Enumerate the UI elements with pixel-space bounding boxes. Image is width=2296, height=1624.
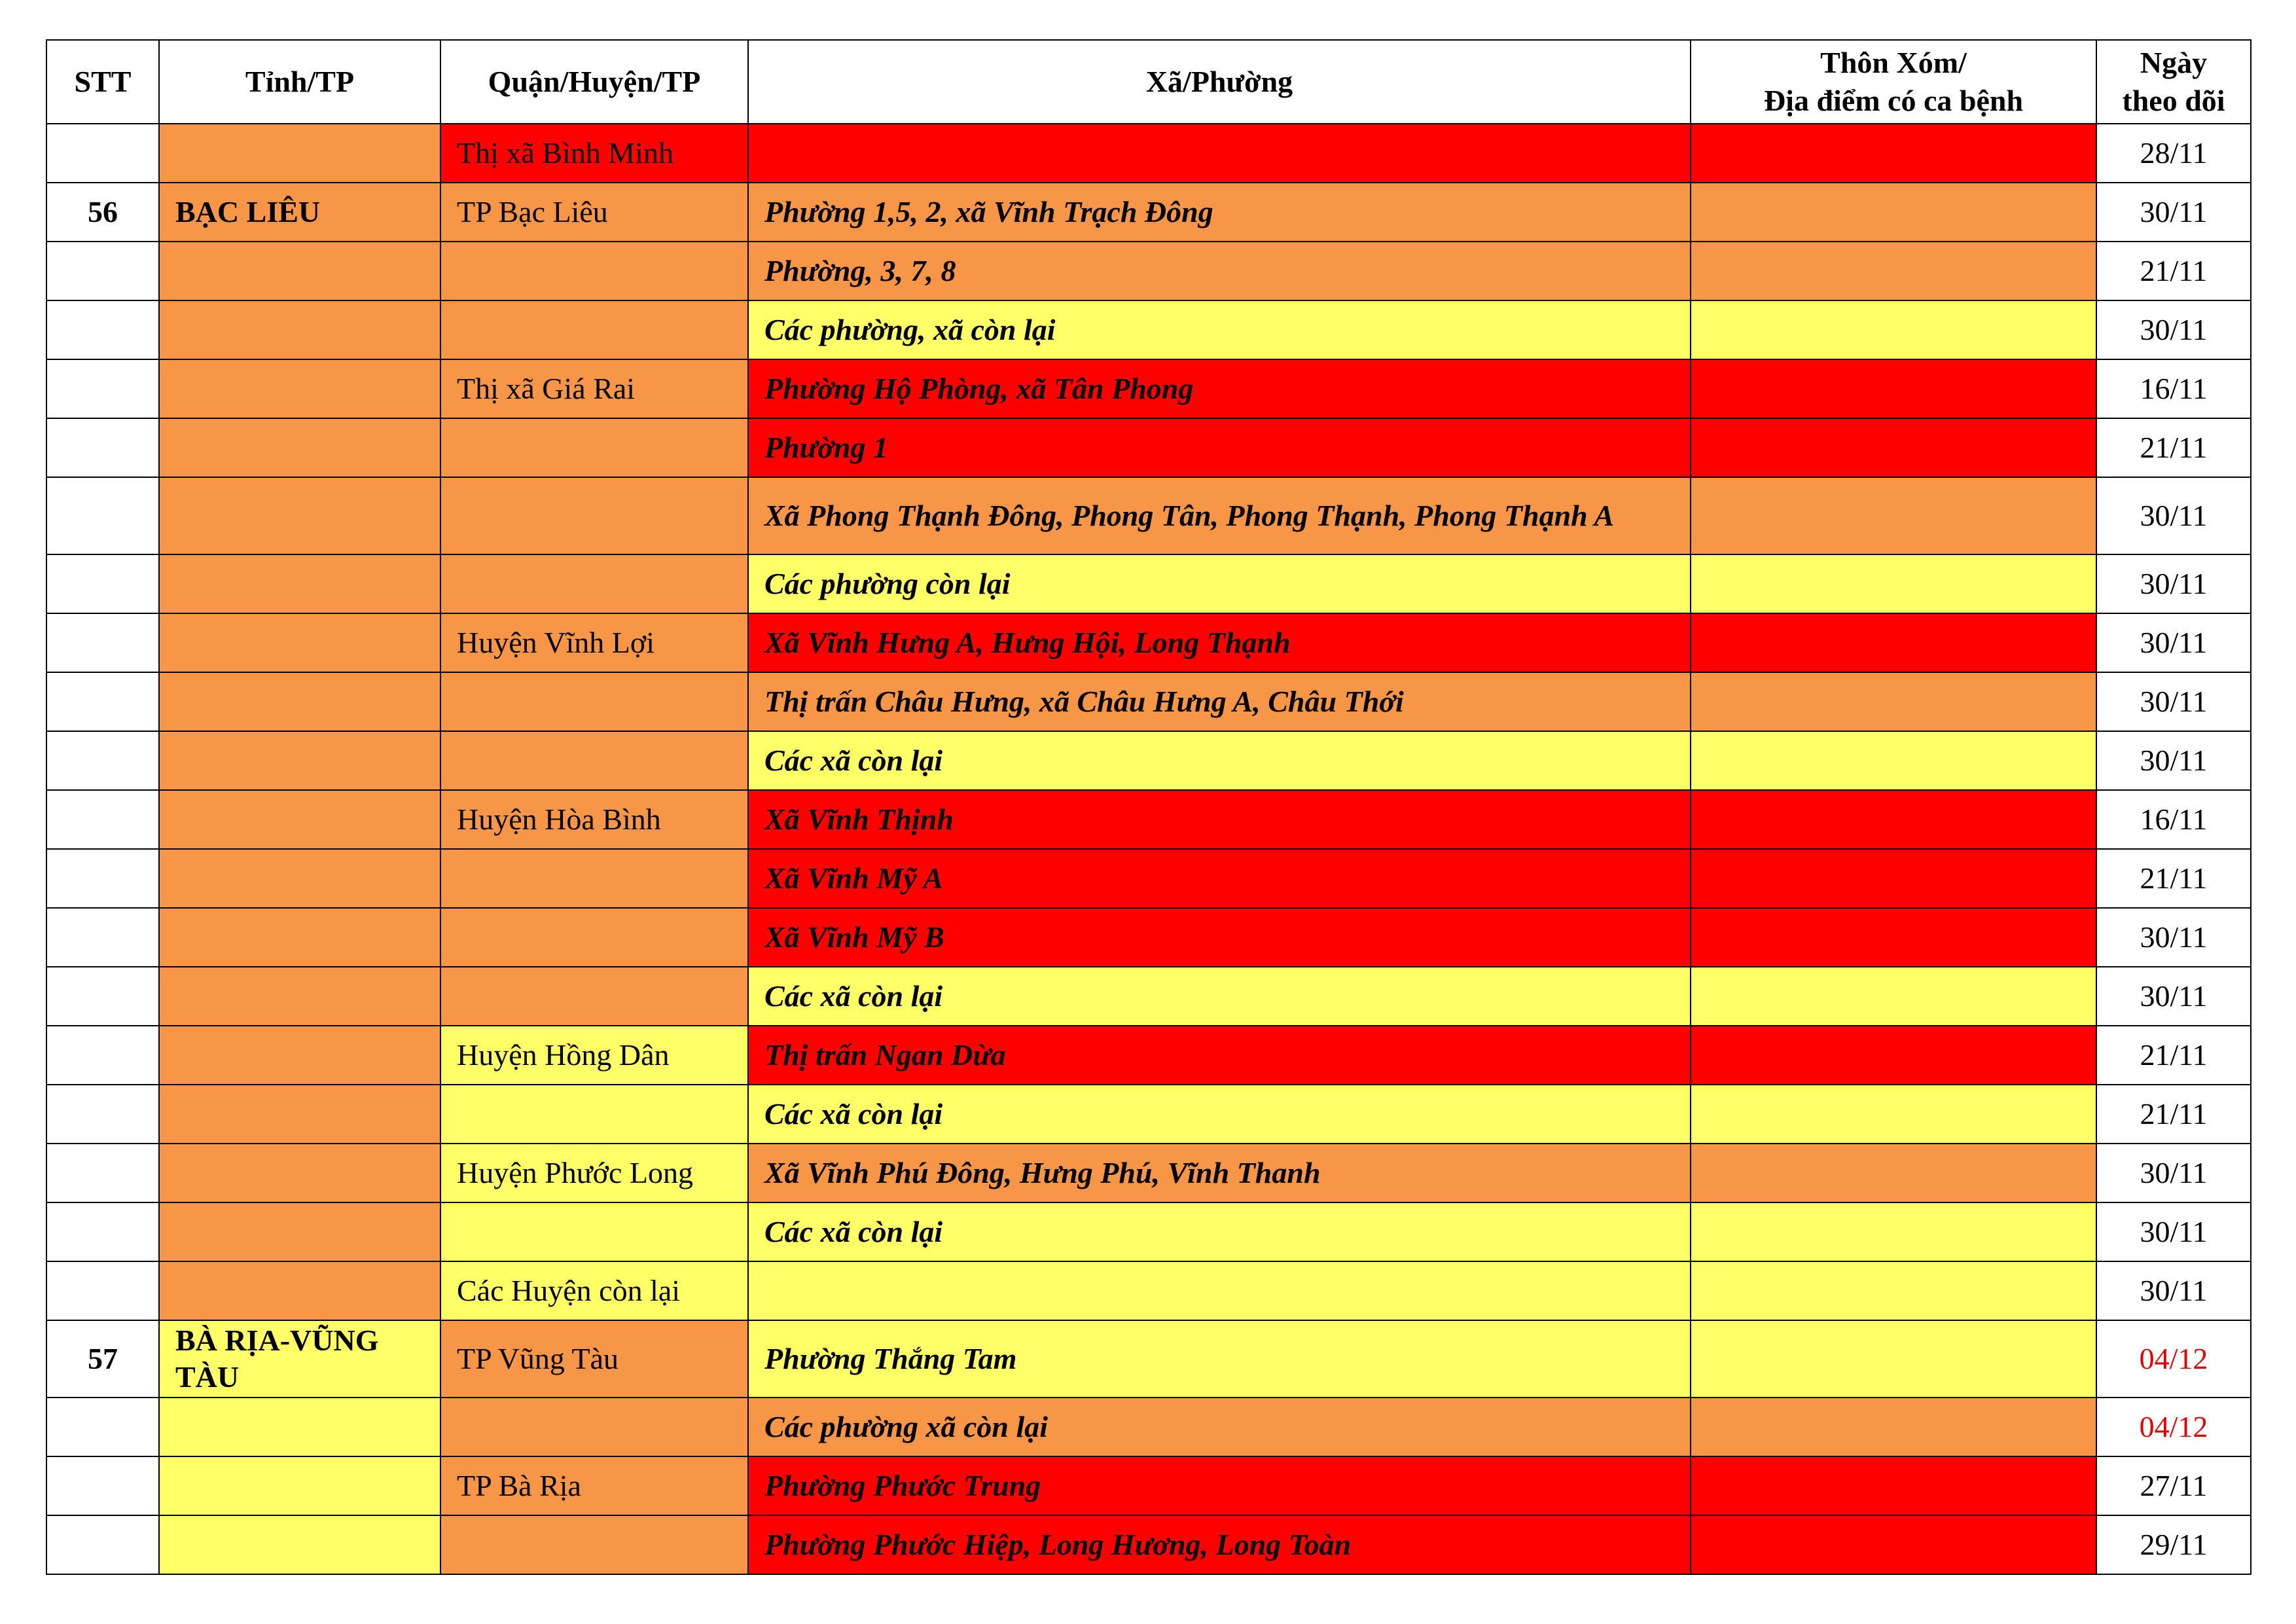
ward-cell: Phường Hộ Phòng, xã Tân Phong — [748, 359, 1691, 418]
header-ward: Xã/Phường — [748, 40, 1691, 124]
province-cell — [159, 1085, 440, 1144]
district-cell: Thị xã Giá Rai — [440, 359, 748, 418]
district-cell: TP Bà Rịa — [440, 1456, 748, 1515]
stt-cell — [46, 1515, 159, 1574]
date-cell: 27/11 — [2096, 1456, 2251, 1515]
date-cell: 04/12 — [2096, 1398, 2251, 1456]
ward-cell: Xã Vĩnh Mỹ B — [748, 908, 1691, 967]
table-row — [46, 1202, 2251, 1261]
district-cell — [440, 908, 748, 967]
ward-cell: Các xã còn lại — [748, 1085, 1691, 1144]
stt-cell — [46, 731, 159, 790]
table-row — [46, 908, 2251, 967]
stt-cell — [46, 849, 159, 908]
district-cell — [440, 418, 748, 477]
district-cell: Thị xã Bình Minh — [440, 124, 748, 183]
table-row — [46, 672, 2251, 731]
district-cell — [440, 477, 748, 554]
hamlet-cell — [1691, 1085, 2096, 1144]
province-cell — [159, 849, 440, 908]
district-cell — [440, 300, 748, 359]
table-row — [46, 554, 2251, 613]
district-cell: Huyện Hòa Bình — [440, 790, 748, 849]
district-cell — [440, 967, 748, 1026]
table-row — [46, 1515, 2251, 1574]
stt-cell — [46, 554, 159, 613]
date-cell: 30/11 — [2096, 477, 2251, 554]
district-cell — [440, 1202, 748, 1261]
province-cell — [159, 731, 440, 790]
date-cell: 30/11 — [2096, 300, 2251, 359]
date-cell: 30/11 — [2096, 672, 2251, 731]
hamlet-cell — [1691, 183, 2096, 242]
district-cell — [440, 1515, 748, 1574]
date-cell: 30/11 — [2096, 554, 2251, 613]
hamlet-cell — [1691, 1144, 2096, 1202]
province-cell — [159, 790, 440, 849]
date-cell: 04/12 — [2096, 1320, 2251, 1398]
date-cell: 21/11 — [2096, 1026, 2251, 1085]
province-cell — [159, 418, 440, 477]
table-body — [46, 124, 2251, 1574]
header-stt: STT — [46, 40, 159, 124]
table-row — [46, 1456, 2251, 1515]
district-cell: Huyện Vĩnh Lợi — [440, 613, 748, 672]
ward-cell: Xã Phong Thạnh Đông, Phong Tân, Phong Thạnh, Phong Thạnh A — [748, 477, 1691, 554]
table-row — [46, 1144, 2251, 1202]
province-cell — [159, 1515, 440, 1574]
date-cell: 30/11 — [2096, 183, 2251, 242]
ward-cell: Các phường xã còn lại — [748, 1398, 1691, 1456]
province-cell — [159, 1398, 440, 1456]
date-cell: 30/11 — [2096, 731, 2251, 790]
hamlet-cell — [1691, 613, 2096, 672]
province-cell — [159, 967, 440, 1026]
hamlet-cell — [1691, 1515, 2096, 1574]
table-row — [46, 1026, 2251, 1085]
province-cell — [159, 554, 440, 613]
hamlet-cell — [1691, 908, 2096, 967]
date-cell: 16/11 — [2096, 359, 2251, 418]
ward-cell: Các phường còn lại — [748, 554, 1691, 613]
date-cell: 30/11 — [2096, 1261, 2251, 1320]
stt-cell — [46, 1456, 159, 1515]
ward-cell: Phường Phước Trung — [748, 1456, 1691, 1515]
date-cell: 21/11 — [2096, 418, 2251, 477]
district-cell: Huyện Phước Long — [440, 1144, 748, 1202]
ward-cell: Phường 1,5, 2, xã Vĩnh Trạch Đông — [748, 183, 1691, 242]
table-row — [46, 1261, 2251, 1320]
header-date — [2096, 40, 2251, 124]
stt-cell: 56 — [46, 183, 159, 242]
stt-cell — [46, 1085, 159, 1144]
province-cell — [159, 672, 440, 731]
hamlet-cell — [1691, 418, 2096, 477]
table-row — [46, 183, 2251, 242]
province-cell: BẠC LIÊU — [159, 183, 440, 242]
province-cell — [159, 908, 440, 967]
province-cell — [159, 1202, 440, 1261]
ward-cell: Xã Vĩnh Phú Đông, Hưng Phú, Vĩnh Thanh — [748, 1144, 1691, 1202]
hamlet-cell — [1691, 672, 2096, 731]
ward-cell: Xã Vĩnh Mỹ A — [748, 849, 1691, 908]
hamlet-cell — [1691, 731, 2096, 790]
hamlet-cell — [1691, 1398, 2096, 1456]
table-row — [46, 242, 2251, 300]
province-cell — [159, 477, 440, 554]
header-hamlet-line2: Địa điểm có ca bệnh — [1763, 84, 2024, 117]
ward-cell: Xã Vĩnh Hưng A, Hưng Hội, Long Thạnh — [748, 613, 1691, 672]
monitoring-table — [46, 39, 2251, 1575]
table-row — [46, 967, 2251, 1026]
table-row — [46, 359, 2251, 418]
district-cell — [440, 242, 748, 300]
stt-cell — [46, 790, 159, 849]
province-cell — [159, 300, 440, 359]
province-cell — [159, 613, 440, 672]
header-district: Quận/Huyện/TP — [440, 40, 748, 124]
ward-cell: Thị trấn Ngan Dừa — [748, 1026, 1691, 1085]
province-cell — [159, 124, 440, 183]
table-row — [46, 477, 2251, 554]
table-row — [46, 1085, 2251, 1144]
stt-cell — [46, 1144, 159, 1202]
hamlet-cell — [1691, 1026, 2096, 1085]
ward-cell: Phường 1 — [748, 418, 1691, 477]
date-cell: 30/11 — [2096, 613, 2251, 672]
province-cell — [159, 1261, 440, 1320]
date-cell: 21/11 — [2096, 849, 2251, 908]
hamlet-cell — [1691, 300, 2096, 359]
table-row — [46, 300, 2251, 359]
hamlet-cell — [1691, 1202, 2096, 1261]
ward-cell: Thị trấn Châu Hưng, xã Châu Hưng A, Châu Thới — [748, 672, 1691, 731]
hamlet-cell — [1691, 967, 2096, 1026]
table-row — [46, 1320, 2251, 1398]
hamlet-cell — [1691, 124, 2096, 183]
date-cell: 30/11 — [2096, 967, 2251, 1026]
stt-cell — [46, 1202, 159, 1261]
date-cell: 28/11 — [2096, 124, 2251, 183]
hamlet-cell — [1691, 1456, 2096, 1515]
hamlet-cell — [1691, 1261, 2096, 1320]
province-cell — [159, 242, 440, 300]
date-cell: 21/11 — [2096, 242, 2251, 300]
hamlet-cell — [1691, 359, 2096, 418]
province-cell — [159, 1026, 440, 1085]
table-row — [46, 1398, 2251, 1456]
stt-cell — [46, 967, 159, 1026]
stt-cell — [46, 672, 159, 731]
district-cell — [440, 1398, 748, 1456]
stt-cell — [46, 1261, 159, 1320]
table-row — [46, 613, 2251, 672]
header-row — [46, 40, 2251, 124]
ward-cell: Phường Phước Hiệp, Long Hương, Long Toàn — [748, 1515, 1691, 1574]
stt-cell — [46, 300, 159, 359]
table-row — [46, 849, 2251, 908]
stt-cell — [46, 908, 159, 967]
stt-cell: 57 — [46, 1320, 159, 1398]
ward-cell: Phường Thắng Tam — [748, 1320, 1691, 1398]
header-hamlet-line1: Thôn Xóm/ — [1820, 46, 1967, 79]
stt-cell — [46, 613, 159, 672]
stt-cell — [46, 477, 159, 554]
table-row — [46, 790, 2251, 849]
district-cell: Huyện Hồng Dân — [440, 1026, 748, 1085]
ward-cell: Các phường, xã còn lại — [748, 300, 1691, 359]
stt-cell — [46, 1398, 159, 1456]
ward-cell — [748, 1261, 1691, 1320]
table-row — [46, 124, 2251, 183]
date-cell: 30/11 — [2096, 1144, 2251, 1202]
ward-cell: Các xã còn lại — [748, 1202, 1691, 1261]
table-row — [46, 418, 2251, 477]
header-hamlet — [1691, 40, 2096, 124]
date-cell: 29/11 — [2096, 1515, 2251, 1574]
hamlet-cell — [1691, 554, 2096, 613]
district-cell — [440, 1085, 748, 1144]
province-cell — [159, 359, 440, 418]
ward-cell — [748, 124, 1691, 183]
province-cell: BÀ RỊA-VŨNG TÀU — [159, 1320, 440, 1398]
date-cell: 16/11 — [2096, 790, 2251, 849]
hamlet-cell — [1691, 849, 2096, 908]
stt-cell — [46, 1026, 159, 1085]
province-cell — [159, 1144, 440, 1202]
ward-cell: Phường, 3, 7, 8 — [748, 242, 1691, 300]
ward-cell: Các xã còn lại — [748, 731, 1691, 790]
district-cell — [440, 849, 748, 908]
ward-cell: Xã Vĩnh Thịnh — [748, 790, 1691, 849]
district-cell: TP Vũng Tàu — [440, 1320, 748, 1398]
hamlet-cell — [1691, 242, 2096, 300]
province-cell — [159, 1456, 440, 1515]
header-date-line1: Ngày — [2140, 46, 2208, 79]
hamlet-cell — [1691, 790, 2096, 849]
header-date-line2: theo dõi — [2122, 84, 2225, 117]
stt-cell — [46, 242, 159, 300]
district-cell — [440, 554, 748, 613]
district-cell: TP Bạc Liêu — [440, 183, 748, 242]
stt-cell — [46, 124, 159, 183]
date-cell: 30/11 — [2096, 908, 2251, 967]
stt-cell — [46, 418, 159, 477]
district-cell — [440, 672, 748, 731]
district-cell: Các Huyện còn lại — [440, 1261, 748, 1320]
ward-cell: Các xã còn lại — [748, 967, 1691, 1026]
date-cell: 21/11 — [2096, 1085, 2251, 1144]
district-cell — [440, 731, 748, 790]
date-cell: 30/11 — [2096, 1202, 2251, 1261]
hamlet-cell — [1691, 1320, 2096, 1398]
table-row — [46, 731, 2251, 790]
hamlet-cell — [1691, 477, 2096, 554]
stt-cell — [46, 359, 159, 418]
header-province: Tỉnh/TP — [159, 40, 440, 124]
